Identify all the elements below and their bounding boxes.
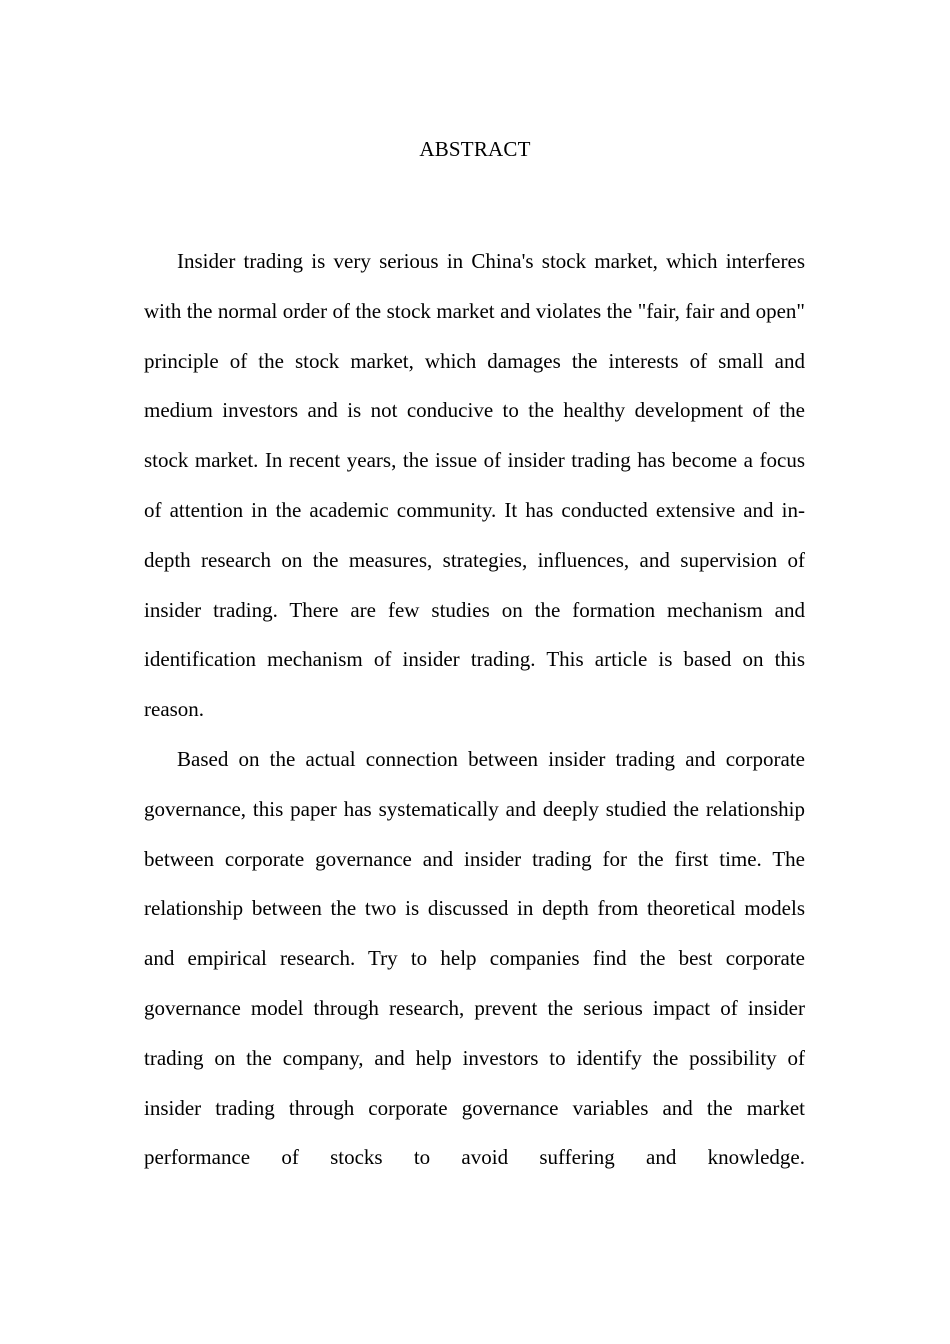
abstract-paragraph-2: Based on the actual connection between insider trading and corporate governance, this paper has systematically and deeply studied the relationship between corporate governance and insider trading for the first time. The relationship between the two is discussed in depth from theoretical models and empirical research. Try to help companies find the best corporate governance model through research, prevent the serious impact of insider trading on the company, and help investors to identify the possibility of insider trading through corporate governance variables and the market performance of stocks to avoid suffering and knowledge. — [144, 746, 805, 1170]
abstract-title: ABSTRACT — [419, 137, 531, 161]
abstract-body — [144, 237, 805, 1183]
abstract-paragraph-1: Insider trading is very serious in China's stock market, which interferes with the normal order of the stock market and violates the "fair, fair and open" principle of the stock market, which damages the interests of small and medium investors and is not conducive to the healthy development of the stock market. In recent years, the issue of insider trading has become a focus of attention in the academic community. It has conducted extensive and in-depth research on the measures, strategies, influences, and supervision of insider trading. There are few studies on the formation mechanism and identification mechanism of insider trading. This article is based on this reason. — [144, 249, 805, 722]
